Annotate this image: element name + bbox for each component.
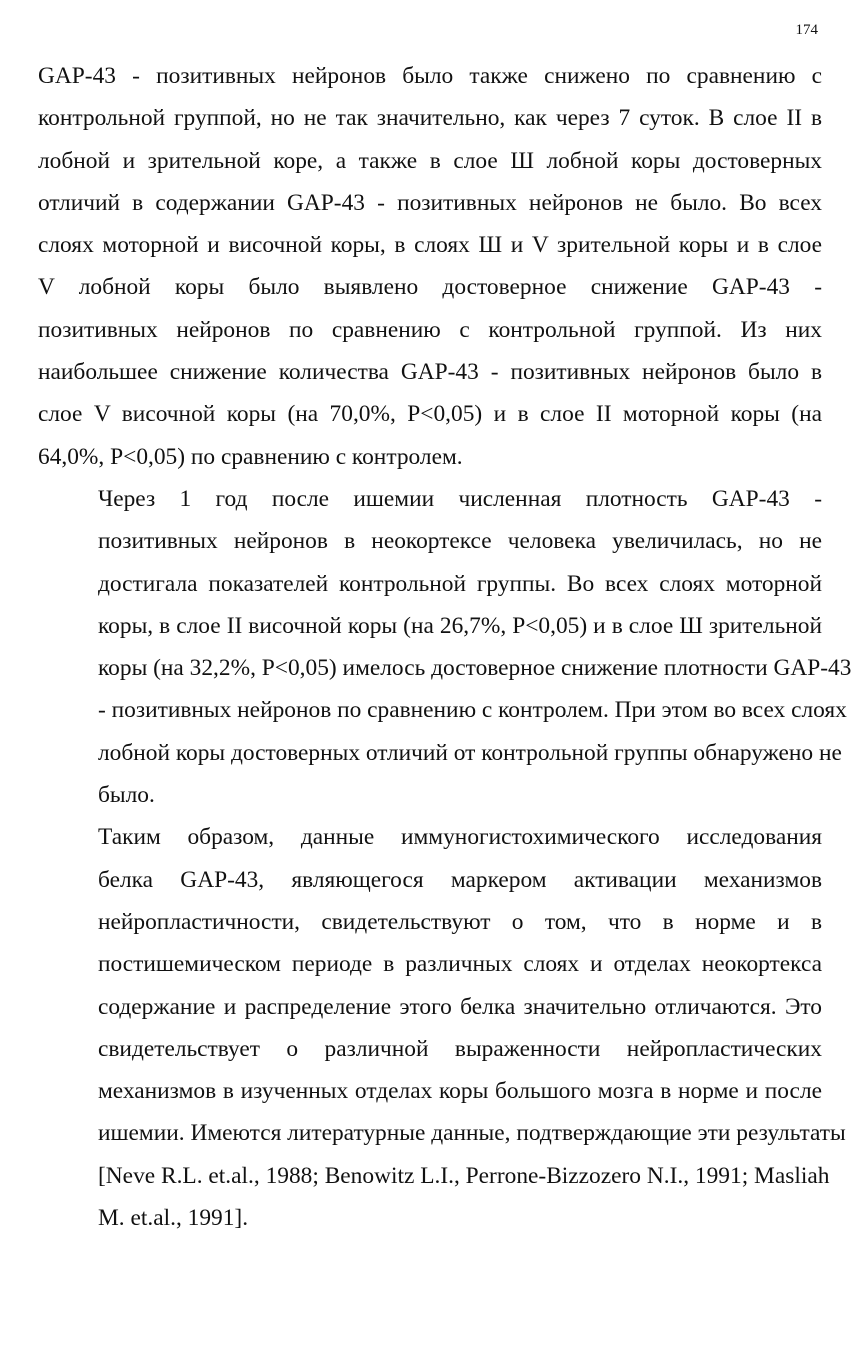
text-line: достигала показателей контрольной группы. Во всех слоях моторной	[98, 570, 822, 597]
text-line: позитивных нейронов в неокортексе человека увеличилась, но не	[98, 528, 822, 555]
paragraph	[38, 478, 852, 816]
text-line: Через 1 год после ишемии численная плотность GAP-43 -	[98, 485, 822, 512]
text-line: - позитивных нейронов по сравнению с контролем. При этом во всех слоях	[98, 697, 847, 724]
text-line: 64,0%, P<0,05) по сравнению с контролем.	[38, 443, 463, 470]
text-line: содержание и распределение этого белка значительно отличаются. Это	[98, 993, 822, 1020]
paragraph	[38, 816, 846, 1239]
text-line: было.	[98, 782, 155, 809]
text-line: механизмов в изученных отделах коры большого мозга в норме и после	[98, 1078, 822, 1105]
text-line: ишемии. Имеются литературные данные, подтверждающие эти результаты	[98, 1120, 846, 1147]
text-line: Таким образом, данные иммуногистохимического исследования	[98, 824, 822, 851]
text-line: лобной и зрительной коре, а также в слое Ш лобной коры достоверных	[38, 147, 822, 174]
paragraph	[38, 55, 822, 478]
text-line: нейропластичности, свидетельствуют о том, что в норме и в	[98, 908, 822, 935]
text-line: M. et.al., 1991].	[98, 1205, 249, 1232]
document-body	[38, 55, 852, 1239]
text-line: коры (на 32,2%, P<0,05) имелось достоверное снижение плотности GAP-43	[98, 655, 852, 682]
text-line: наибольшее снижение количества GAP-43 - позитивных нейронов было в	[38, 359, 822, 386]
text-line: контрольной группой, но не так значительно, как через 7 суток. В слое II в	[38, 105, 822, 132]
text-line: слоях моторной и височной коры, в слоях Ш и V зрительной коры и в слое	[38, 232, 822, 259]
text-line: V лобной коры было выявлено достоверное снижение GAP-43 -	[38, 274, 822, 301]
text-line: постишемическом периоде в различных слоях и отделах неокортекса	[98, 951, 822, 978]
text-line: коры, в слое II височной коры (на 26,7%, P<0,05) и в слое Ш зрительной	[98, 612, 822, 639]
text-line: отличий в содержании GAP-43 - позитивных нейронов не было. Во всех	[38, 189, 822, 216]
text-line: лобной коры достоверных отличий от контрольной группы обнаружено не	[98, 739, 842, 766]
page-number: 174	[795, 22, 818, 38]
text-line: белка GAP-43, являющегося маркером активации механизмов	[98, 866, 822, 893]
text-line: свидетельствует о различной выраженности нейропластических	[98, 1035, 822, 1062]
text-line: GAP-43 - позитивных нейронов было также снижено по сравнению с	[38, 63, 822, 89]
text-line: позитивных нейронов по сравнению с контрольной группой. Из них	[38, 316, 822, 343]
text-line: слое V височной коры (на 70,0%, P<0,05) и в слое II моторной коры (на	[38, 401, 822, 428]
text-line: [Neve R.L. et.al., 1988; Benowitz L.I., Perrone-Bizzozero N.I., 1991; Masliah	[98, 1162, 830, 1189]
